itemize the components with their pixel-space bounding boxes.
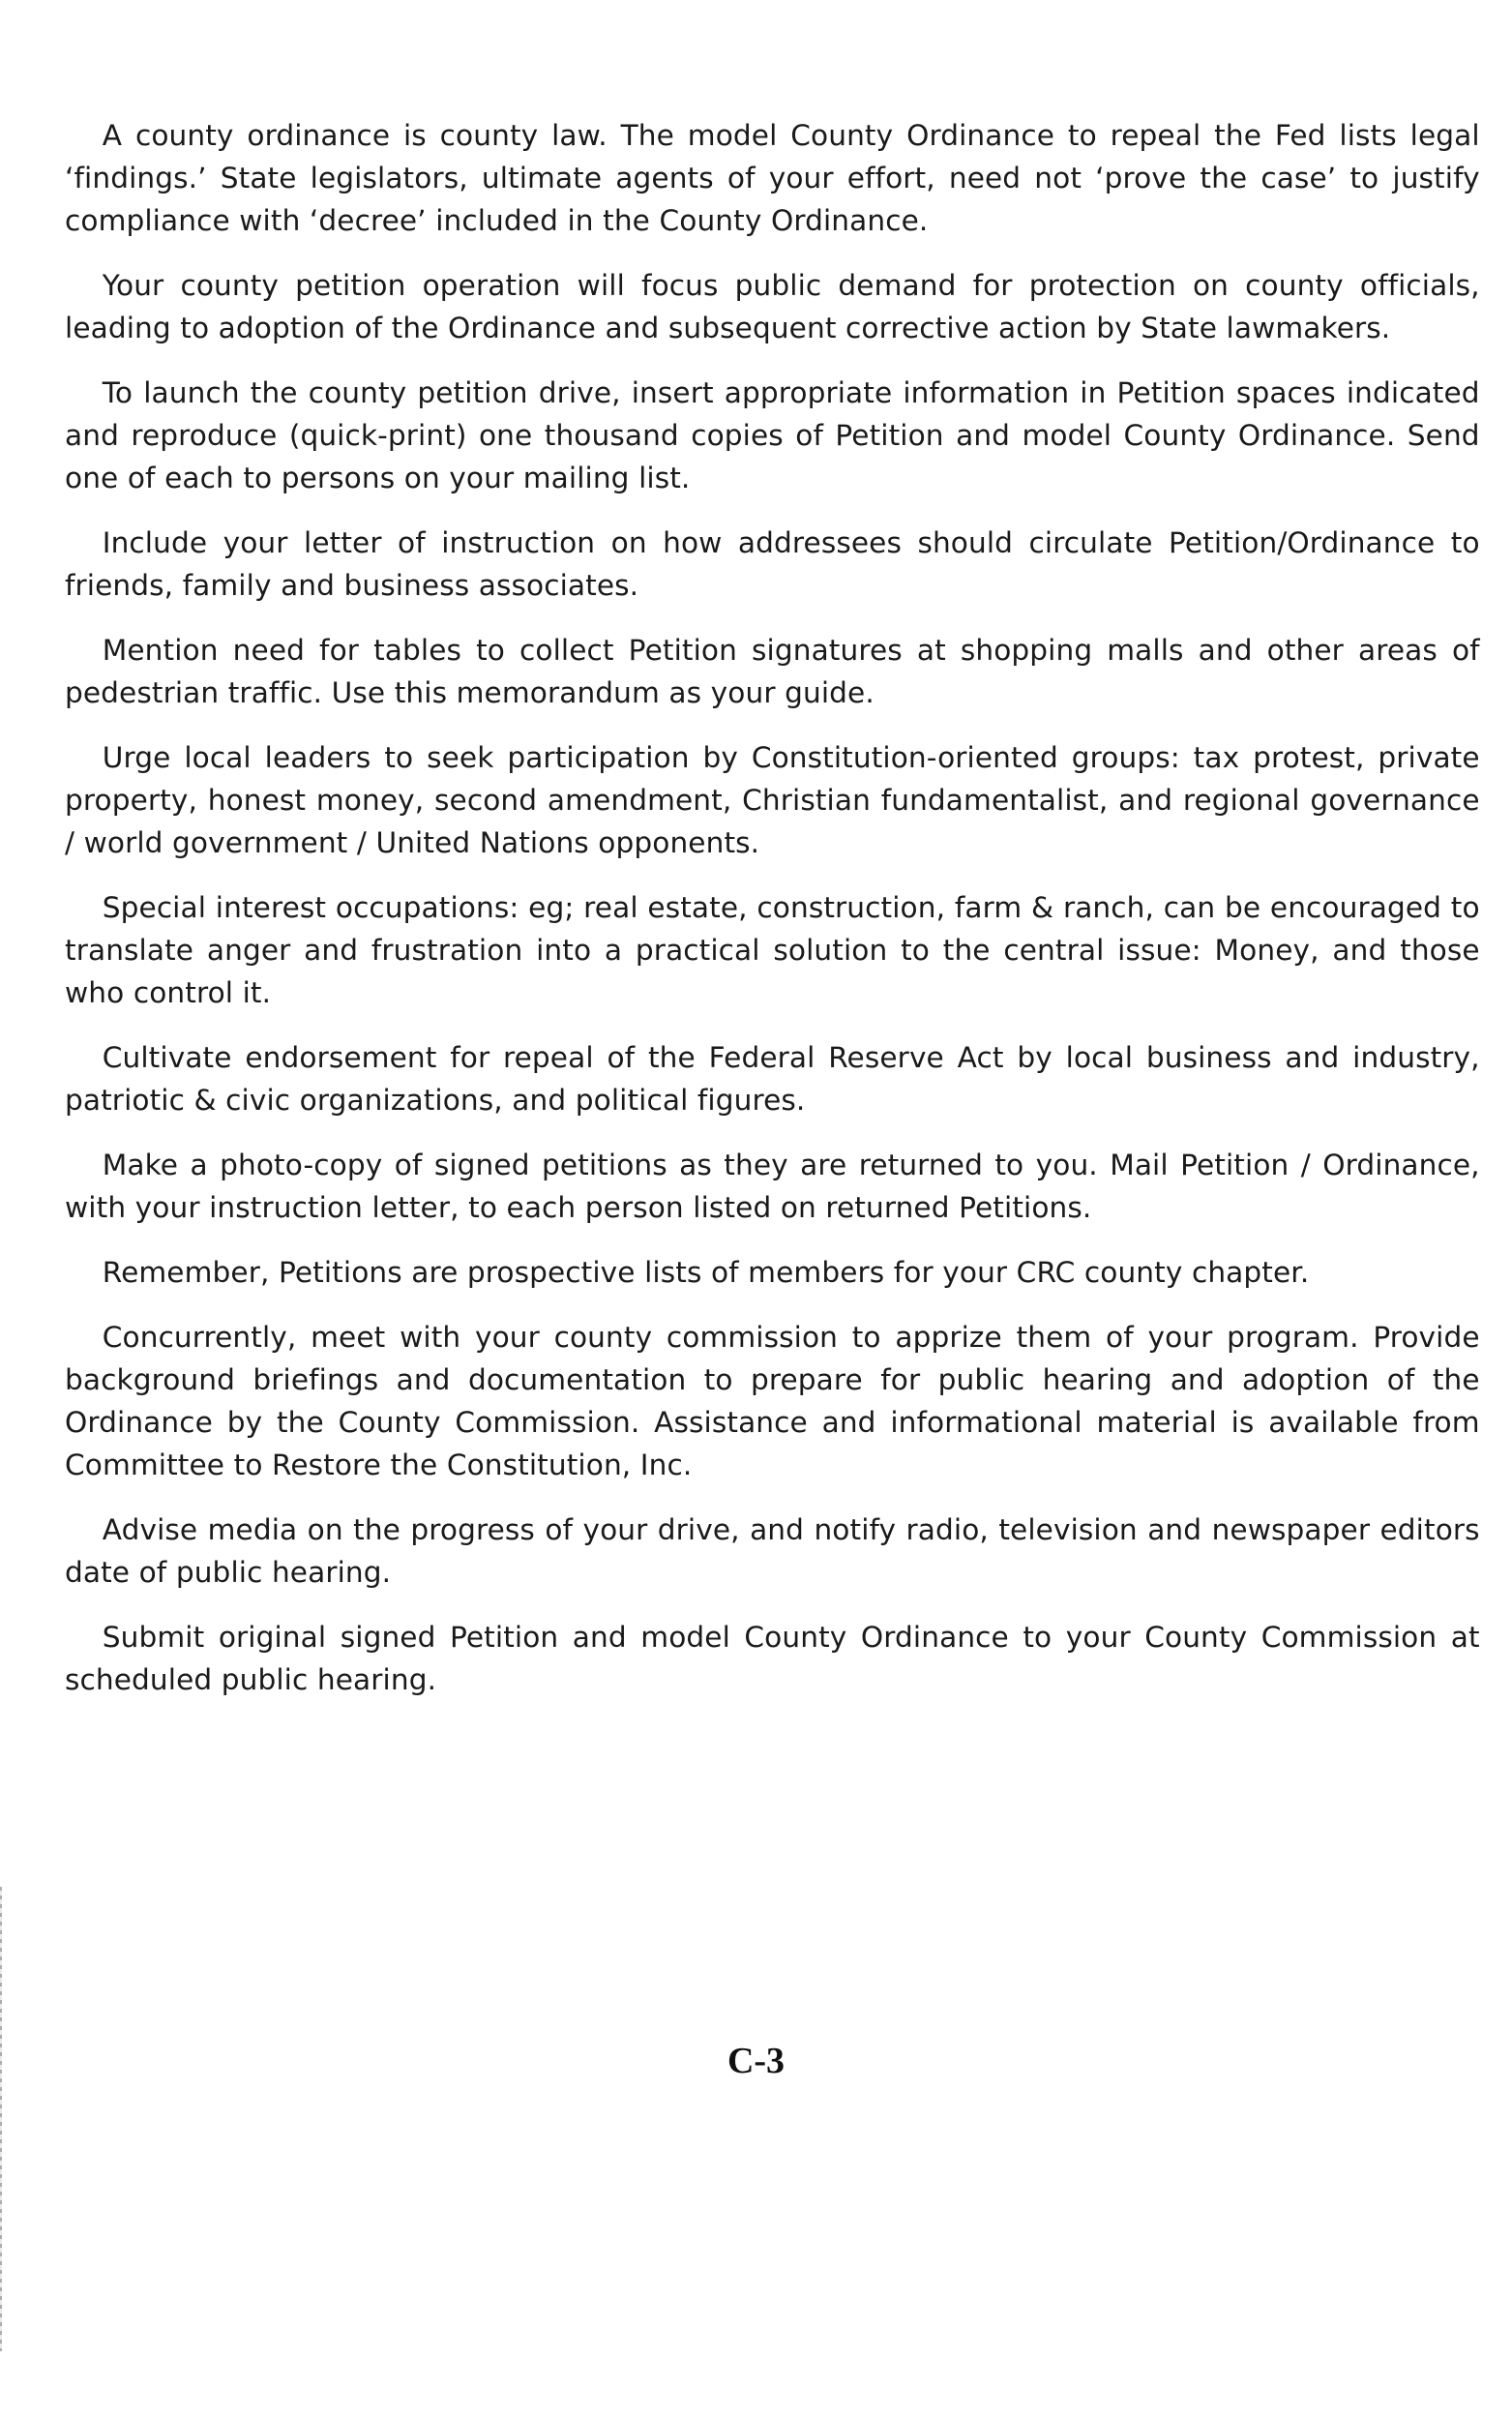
paragraph-submit-petition: Submit original signed Petition and model County Ordinance to your County Commission at scheduled public hearing.	[65, 1621, 1480, 1696]
paragraph-instruction-letter: Include your letter of instruction on how addressees should circulate Petition/Ordinance to friends, family and business associates.	[65, 526, 1480, 602]
document-body	[65, 114, 1480, 1723]
paragraph-endorsement: Cultivate endorsement for repeal of the Federal Reserve Act by local business and industry, patriotic & civic organizations, and political figures.	[65, 1041, 1480, 1117]
paragraph-special-interest: Special interest occupations: eg; real estate, construction, farm & ranch, can be encouraged to translate anger and frustration into a practical solution to the central issue: Money, and those who control it.	[65, 891, 1480, 1009]
scan-edge-artifact	[0, 1887, 2, 2351]
paragraph-county-ordinance: A county ordinance is county law. The model County Ordinance to repeal the Fed lists legal ‘findings.’ State legislators, ultimate agents of your effort, need not ‘prove the case’ to justify compliance with ‘decree’ included in the County Ordinance.	[65, 119, 1480, 237]
paragraph-petition-operation: Your county petition operation will focus public demand for protection on county officials, leading to adoption of the Ordinance and subsequent corrective action by State lawmakers.	[65, 269, 1480, 344]
paragraph-launch-drive: To launch the county petition drive, insert appropriate information in Petition spaces indicated and reproduce (quick-print) one thousand copies of Petition and model County Ordinance. Send one of each to persons on your mailing list.	[65, 376, 1480, 494]
paragraph-remember: Remember, Petitions are prospective lists of members for your CRC county chapter.	[102, 1256, 1310, 1289]
page-number: C-3	[726, 2041, 786, 2081]
paragraph-advise-media: Advise media on the progress of your drive, and notify radio, television and newspaper editors date of public hearing.	[65, 1513, 1480, 1589]
paragraph-signature-tables: Mention need for tables to collect Petition signatures at shopping malls and other areas of pedestrian traffic. Use this memorandum as your guide.	[65, 634, 1480, 709]
paragraph-county-commission: Concurrently, meet with your county commission to apprize them of your program. Provide background briefings and documentation to prepare for public hearing and adoption of the Ordinance by the County Commission. Assistance and informational material is available from Committee to Restore the Constitution, Inc.	[65, 1321, 1480, 1481]
paragraph-local-leaders: Urge local leaders to seek participation by Constitution-oriented groups: tax protest, private property, honest money, second amendment, Christian fundamentalist, and regional governance / world government / United Nations opponents.	[65, 741, 1480, 859]
paragraph-photo-copy: Make a photo-copy of signed petitions as they are returned to you. Mail Petition / Ordinance, with your instruction letter, to each person listed on returned Petitions.	[65, 1149, 1480, 1224]
